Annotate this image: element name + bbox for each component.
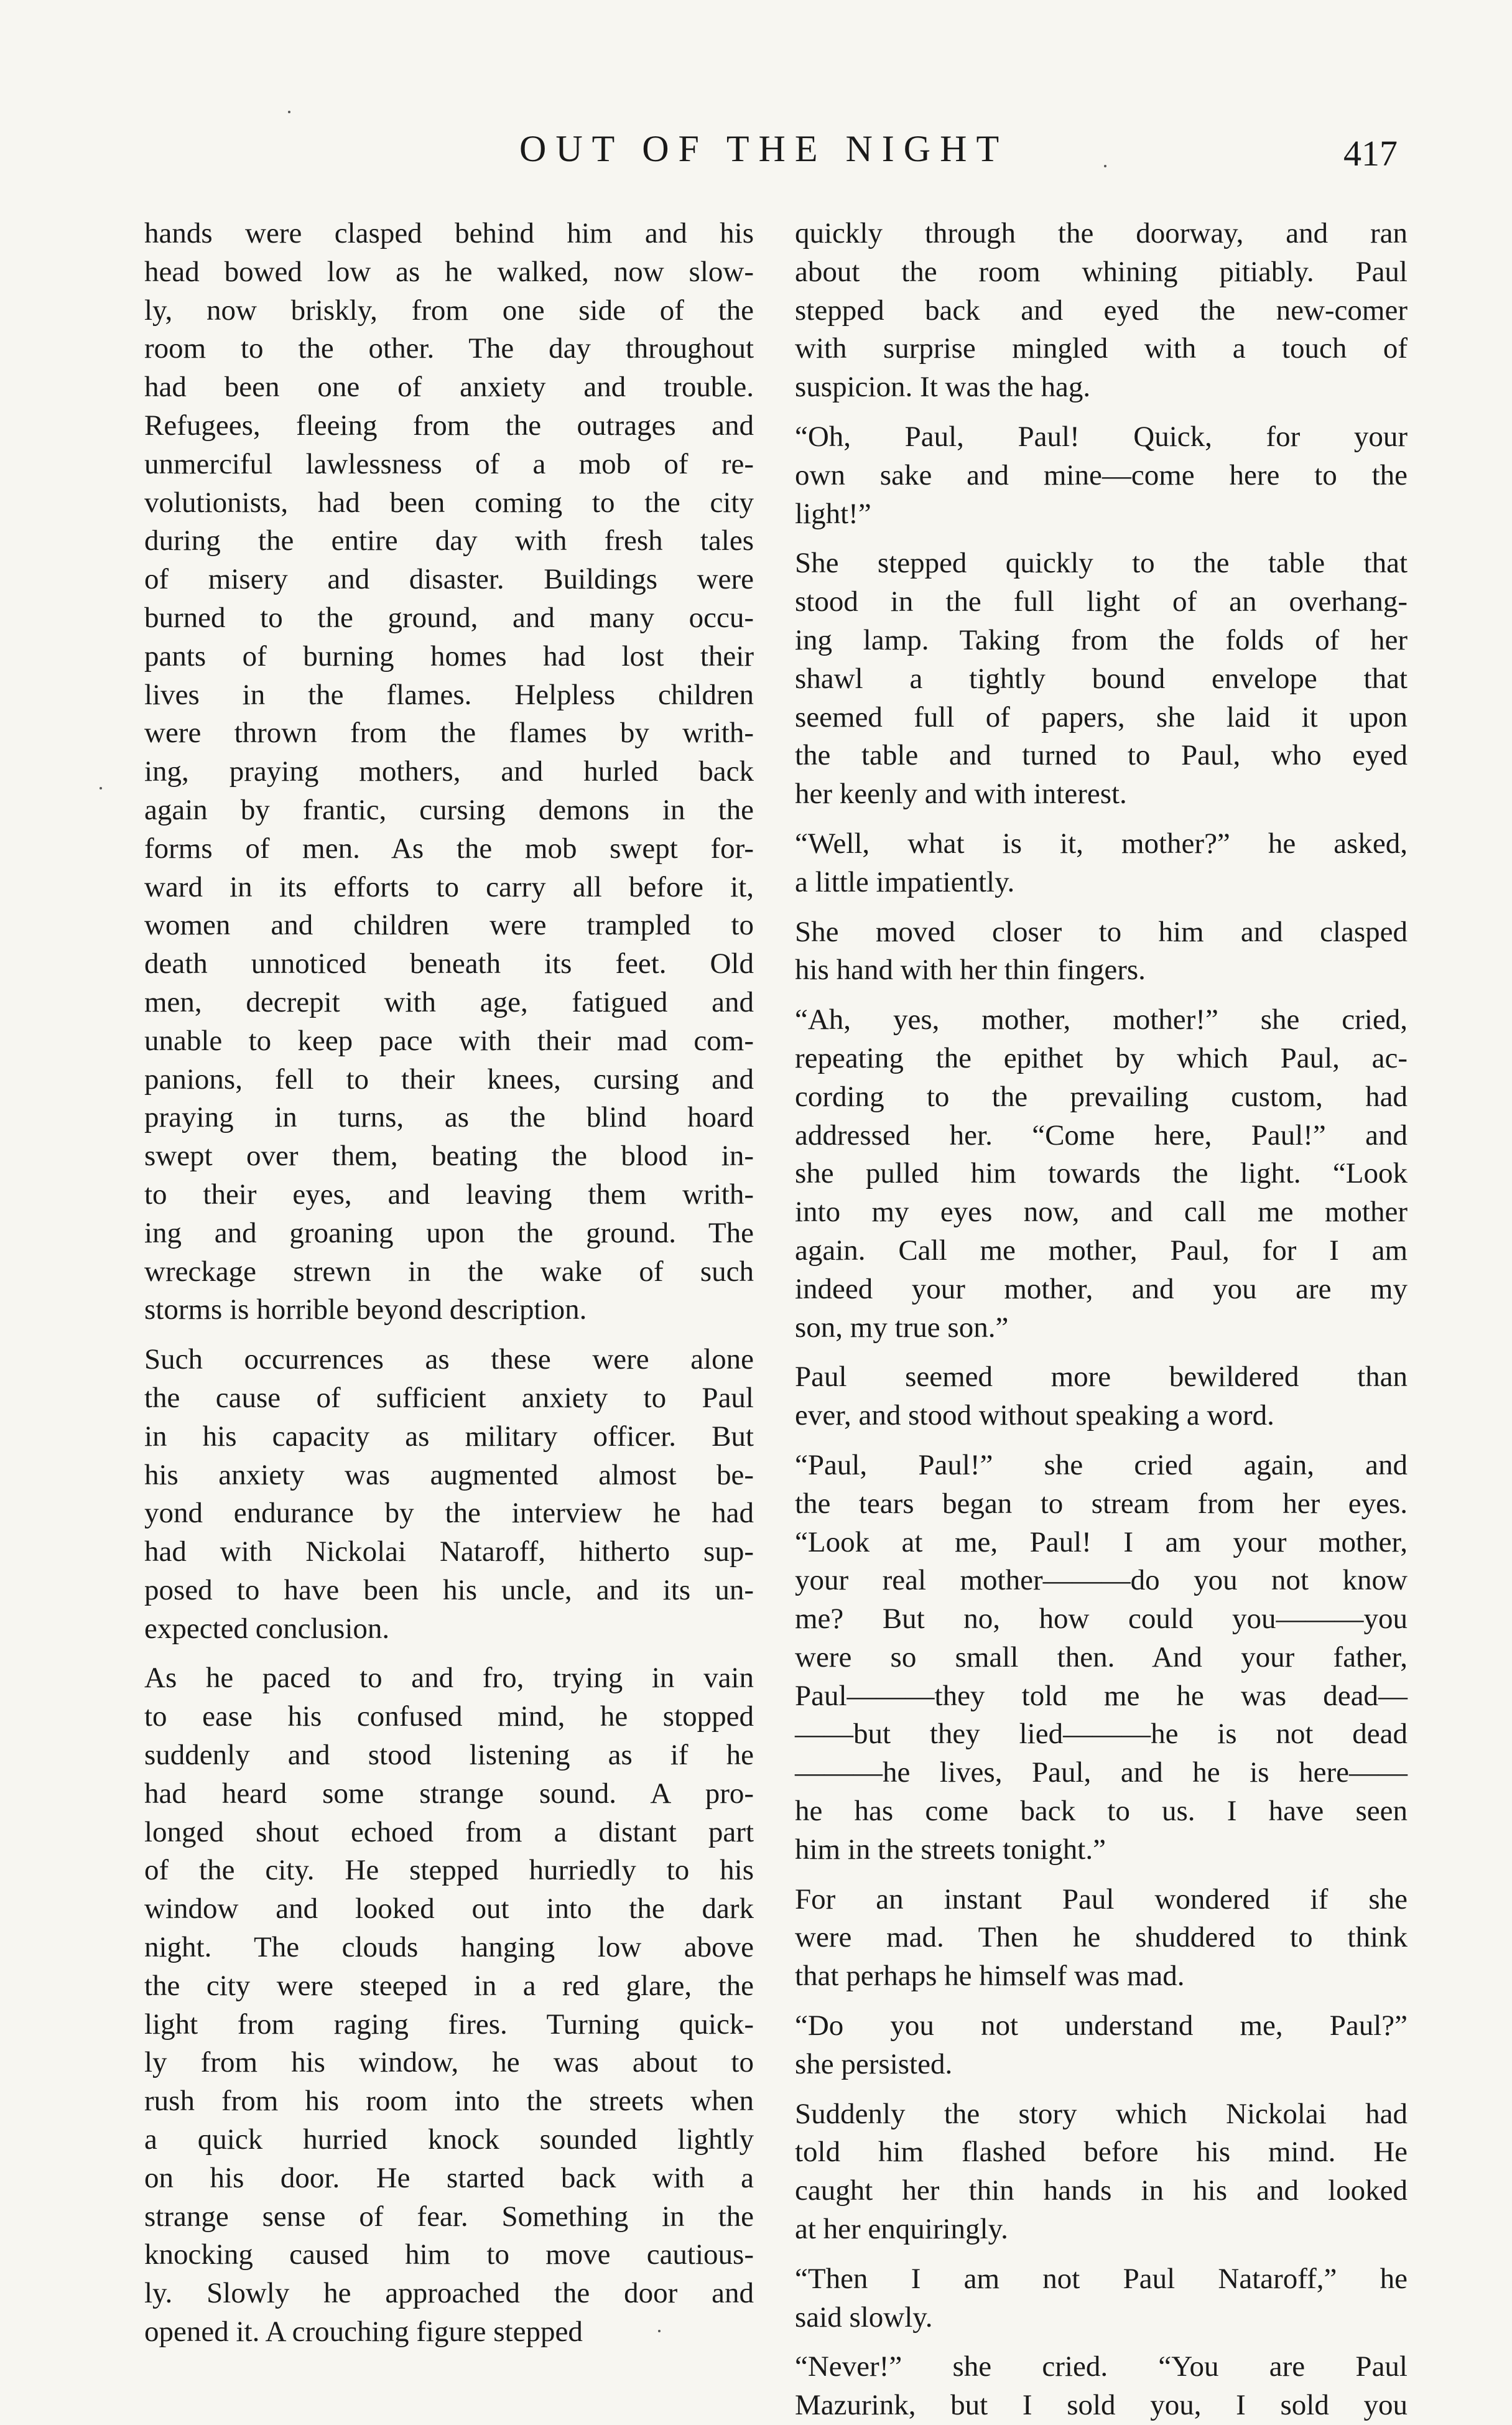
text-line: “Well, what is it, mother?” he asked, (795, 827, 1408, 860)
text-line: again. Call me mother, Paul, for I am (795, 1234, 1408, 1267)
paragraph (144, 215, 754, 1329)
text-line: “Paul, Paul!” she cried again, and (795, 1448, 1408, 1481)
text-line: strange sense of fear. Something in the (144, 2200, 754, 2233)
text-line: Refugees, fleeing from the outrages and (144, 409, 754, 442)
text-line: repeating the epithet by which Paul, ac- (795, 1041, 1408, 1074)
text-line: again by frantic, cursing demons in the (144, 793, 754, 826)
text-line: Paul———they told me he was dead— (795, 1679, 1408, 1712)
text-line: She stepped quickly to the table that (795, 547, 1408, 580)
text-line: Mazurink, but I sold you, I sold you (795, 2389, 1408, 2422)
text-line: had been one of anxiety and trouble. (144, 371, 754, 404)
text-line: ly. Slowly he approached the door and (144, 2277, 754, 2310)
text-line: unable to keep pace with their mad com- (144, 1024, 754, 1057)
paragraph (795, 418, 1408, 533)
text-line: ———he lives, Paul, and he is here—— (795, 1756, 1408, 1789)
text-line: a little impatiently. (795, 865, 1015, 898)
text-line: light from raging fires. Turning quick- (144, 2008, 754, 2041)
text-line: men, decrepit with age, fatigued and (144, 985, 754, 1018)
text-line: him in the streets tonight.” (795, 1833, 1106, 1866)
text-line: a quick hurried knock sounded lightly (144, 2123, 754, 2156)
text-line: her keenly and with interest. (795, 778, 1127, 811)
text-line: unmerciful lawlessness of a mob of re- (144, 447, 754, 480)
text-line: ward in its efforts to carry all before it, (144, 870, 754, 903)
page-header (0, 128, 1512, 184)
text-line: on his door. He started back with a (144, 2161, 754, 2194)
paragraph-gap (795, 902, 1408, 913)
paragraph-gap (795, 990, 1408, 1001)
text-line: caught her thin hands in his and looked (795, 2174, 1408, 2207)
paragraph (795, 1001, 1408, 1347)
paragraph-gap (795, 1996, 1408, 2007)
text-line: “Do you not understand me, Paul?” (795, 2009, 1408, 2042)
text-line: forms of men. As the mob swept for- (144, 832, 754, 865)
text-line: she persisted. (795, 2047, 953, 2080)
text-line: stepped back and eyed the new-comer (795, 294, 1408, 327)
paragraph-gap (795, 533, 1408, 544)
paragraph-gap (795, 1435, 1408, 1446)
text-line: women and children were trampled to (144, 909, 754, 942)
paragraph (795, 1881, 1408, 1996)
text-line: pants of burning homes had lost their (144, 640, 754, 673)
text-line: addressed her. “Come here, Paul!” and (795, 1119, 1408, 1152)
text-line: of misery and disaster. Buildings were (144, 563, 754, 596)
left-text-column (144, 215, 754, 2352)
text-line: As he paced to and fro, trying in vain (144, 1662, 754, 1695)
text-line: yond endurance by the interview he had (144, 1497, 754, 1530)
text-line: window and looked out into the dark (144, 1892, 754, 1925)
text-line: “Look at me, Paul! I am your mother, (795, 1525, 1408, 1558)
text-line: cording to the prevailing custom, had (795, 1080, 1408, 1113)
text-line: hands were clasped behind him and his (144, 217, 754, 249)
text-line: seemed full of papers, she laid it upon (795, 701, 1408, 733)
text-line: shawl a tightly bound envelope that (795, 662, 1408, 695)
text-line: posed to have been his uncle, and its un- (144, 1573, 754, 1606)
text-line: ly, now briskly, from one side of the (144, 294, 754, 327)
paragraph-gap (795, 814, 1408, 825)
paragraph (795, 1358, 1408, 1435)
right-text-column (795, 215, 1408, 2425)
paragraph (795, 215, 1408, 407)
text-line: storms is horrible beyond description. (144, 1293, 587, 1326)
paragraph (795, 2095, 1408, 2249)
text-line: to their eyes, and leaving them writh- (144, 1178, 754, 1211)
text-line: stood in the full light of an overhang- (795, 585, 1408, 618)
paragraph (795, 913, 1408, 990)
paragraph (144, 1341, 754, 1648)
text-line: suspicion. It was the hag. (795, 371, 1091, 404)
text-line: his hand with her thin fingers. (795, 954, 1146, 987)
text-line: opened it. A crouching figure stepped (144, 2316, 583, 2348)
paragraph (795, 2007, 1408, 2084)
text-line: about the room whining pitiably. Paul (795, 255, 1408, 288)
text-line: told him flashed before his mind. He (795, 2136, 1408, 2169)
print-speck (288, 111, 290, 113)
text-line: She moved closer to him and clasped (795, 915, 1408, 948)
text-line: with surprise mingled with a touch of (795, 332, 1408, 365)
text-line: expected conclusion. (144, 1612, 390, 1645)
text-line: said slowly. (795, 2301, 933, 2334)
paragraph (144, 1659, 754, 2351)
text-line: panions, fell to their knees, cursing and (144, 1063, 754, 1096)
text-line: were thrown from the flames by writh- (144, 717, 754, 750)
text-line: head bowed low as he walked, now slow- (144, 255, 754, 288)
text-line: Paul seemed more bewildered than (795, 1361, 1408, 1394)
text-line: had with Nickolai Nataroff, hitherto sup- (144, 1535, 754, 1568)
text-line: wreckage strewn in the wake of such (144, 1255, 754, 1288)
text-line: night. The clouds hanging low above (144, 1931, 754, 1964)
text-line: burned to the ground, and many occu- (144, 601, 754, 634)
text-line: ing, praying mothers, and hurled back (144, 755, 754, 788)
text-line: ever, and stood without speaking a word. (795, 1399, 1274, 1432)
text-line: “Then I am not Paul Nataroff,” he (795, 2262, 1408, 2295)
text-line: volutionists, had been coming to the city (144, 486, 754, 519)
paragraph (795, 2260, 1408, 2337)
paragraph-gap (795, 1869, 1408, 1881)
text-line: indeed your mother, and you are my (795, 1272, 1408, 1305)
print-speck (1104, 165, 1106, 167)
text-line: “Ah, yes, mother, mother!” she cried, (795, 1003, 1408, 1036)
paragraph (795, 544, 1408, 814)
text-line: the city were steeped in a red glare, the (144, 1969, 754, 2002)
text-line: light!” (795, 497, 871, 530)
text-line: during the entire day with fresh tales (144, 524, 754, 557)
text-line: ing and groaning upon the ground. The (144, 1216, 754, 1249)
text-line: the tears began to stream from her eyes. (795, 1487, 1408, 1520)
text-line: his anxiety was augmented almost be- (144, 1458, 754, 1491)
text-line: Suddenly the story which Nickolai had (795, 2097, 1408, 2130)
paragraph-gap (144, 1329, 754, 1341)
text-line: quickly through the doorway, and ran (795, 217, 1408, 249)
text-line: rush from his room into the streets when (144, 2085, 754, 2118)
paragraph-gap (144, 1648, 754, 1659)
text-line: suddenly and stood listening as if he (144, 1739, 754, 1772)
text-line: into my eyes now, and call me mother (795, 1196, 1408, 1229)
text-line: your real mother———do you not know (795, 1564, 1408, 1597)
text-line: were so small then. And your father, (795, 1641, 1408, 1673)
text-line: he has come back to us. I have seen (795, 1795, 1408, 1828)
paragraph-gap (795, 1347, 1408, 1358)
text-line: For an instant Paul wondered if she (795, 1883, 1408, 1915)
page-number: 417 (1343, 133, 1398, 174)
running-title: OUT OF THE NIGHT (519, 128, 1009, 169)
text-line: the table and turned to Paul, who eyed (795, 739, 1408, 772)
text-line: own sake and mine—come here to the (795, 458, 1408, 491)
text-line: of the city. He stepped hurriedly to his (144, 1854, 754, 1887)
text-line: ——but they lied———he is not dead (795, 1718, 1408, 1751)
text-line: “Never!” she cried. “You are Paul (795, 2350, 1408, 2383)
text-line: knocking caused him to move cautious- (144, 2238, 754, 2271)
text-line: Such occurrences as these were alone (144, 1343, 754, 1376)
text-line: “Oh, Paul, Paul! Quick, for your (795, 420, 1408, 453)
text-line: in his capacity as military officer. But (144, 1420, 754, 1453)
print-speck (100, 787, 102, 789)
paragraph-gap (795, 2337, 1408, 2348)
text-line: death unnoticed beneath its feet. Old (144, 947, 754, 980)
print-speck (658, 2330, 661, 2332)
paragraph-gap (795, 407, 1408, 418)
text-line: to ease his confused mind, he stopped (144, 1700, 754, 1733)
paragraph (795, 2348, 1408, 2425)
text-line: she pulled him towards the light. “Look (795, 1157, 1408, 1190)
text-line: me? But no, how could you———you (795, 1603, 1408, 1636)
paragraph (795, 1446, 1408, 1869)
text-line: longed shout echoed from a distant part (144, 1815, 754, 1848)
text-line: at her enquiringly. (795, 2213, 1008, 2246)
text-line: praying in turns, as the blind hoard (144, 1101, 754, 1134)
text-line: ing lamp. Taking from the folds of her (795, 623, 1408, 656)
paragraph-gap (795, 2249, 1408, 2260)
paragraph (795, 825, 1408, 902)
text-line: were mad. Then he shuddered to think (795, 1921, 1408, 1954)
text-line: lives in the flames. Helpless children (144, 678, 754, 711)
text-line: swept over them, beating the blood in- (144, 1140, 754, 1173)
text-line: room to the other. The day throughout (144, 332, 754, 365)
paragraph-gap (795, 2084, 1408, 2095)
text-line: ly from his window, he was about to (144, 2046, 754, 2079)
text-line: had heard some strange sound. A pro- (144, 1777, 754, 1810)
text-line: son, my true son.” (795, 1311, 1009, 1344)
text-line: that perhaps he himself was mad. (795, 1960, 1185, 1993)
text-line: the cause of sufficient anxiety to Paul (144, 1381, 754, 1414)
